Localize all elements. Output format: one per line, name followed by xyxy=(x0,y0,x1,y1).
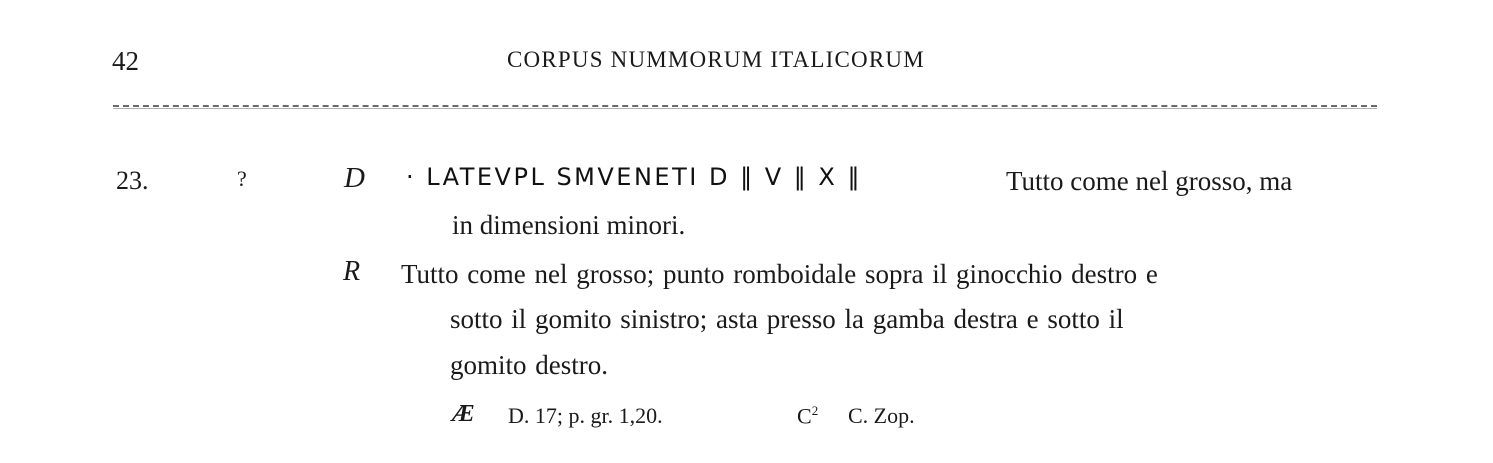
measurements: D. 17; p. gr. 1,20. xyxy=(508,403,663,428)
page-number: 42 xyxy=(112,46,139,76)
reverse-description-line: gomito destro. xyxy=(450,350,608,380)
header-rule xyxy=(113,105,1377,107)
header-rule-secondary xyxy=(113,108,1377,109)
obverse-description: Tutto come nel grosso, ma xyxy=(1006,166,1293,196)
reverse-description-line: sotto il gomito sinistro; asta presso la gamba destra e sotto il xyxy=(450,304,1124,334)
collection-mark xyxy=(797,403,818,429)
obverse-legend: · LATEVPL SMVENETI D ‖ V ‖ X ‖ xyxy=(406,163,862,191)
reverse-symbol: R xyxy=(343,256,361,287)
collection-names: C. Zop. xyxy=(848,403,915,428)
reverse-description-line: Tutto come nel grosso; punto romboidale sopra il ginocchio destro e xyxy=(401,259,1158,289)
collection-mark-letter: C xyxy=(797,403,812,429)
entry-query-mark: ? xyxy=(237,166,247,191)
metal-symbol: Æ xyxy=(452,401,475,427)
obverse-symbol: D xyxy=(344,162,365,194)
running-title: CORPUS NUMMORUM ITALICORUM xyxy=(507,47,925,72)
entry-number: 23. xyxy=(116,166,149,195)
collection-mark-superscript: 2 xyxy=(811,403,819,418)
obverse-description-cont: in dimensioni minori. xyxy=(452,210,686,240)
